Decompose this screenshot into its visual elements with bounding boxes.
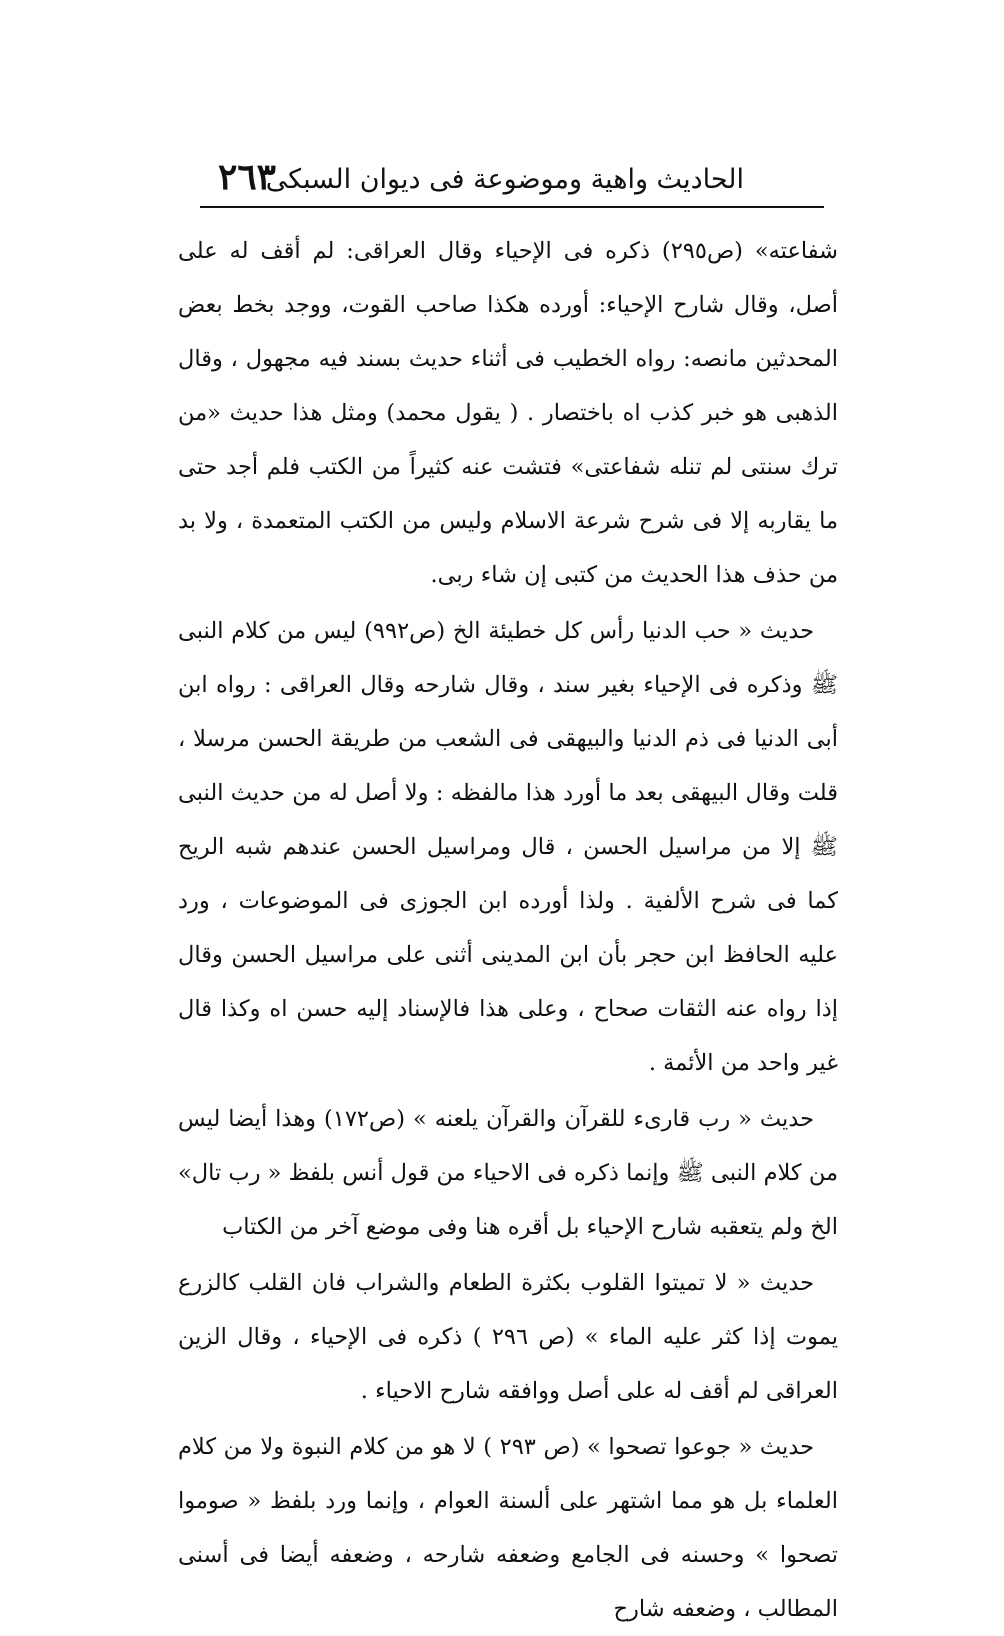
page-number: ٢٦٣ xyxy=(218,156,277,198)
paragraph: حديث « لا تميتوا القلوب بكثرة الطعام والشراب فان القلب كالزرع يموت إذا كثر عليه الماء » (ص ٢٩٦ ) ذكره فى الإحياء ، وقال الزين العراقى لم أقف له على أصل ووافقه شارح الاحياء . xyxy=(178,1270,838,1404)
body-text xyxy=(178,224,838,1636)
paragraph: حديث « جوعوا تصحوا » (ص ٢٩٣ ) لا هو من كلام النبوة ولا من كلام العلماء بل هو مما اشتهر على ألسنة العوام ، وإنما ورد بلفظ « صوموا تصحوا » وحسنه فى الجامع وضعفه شارحه ، وضعفه أيضا فى أسنى المطالب ، وضعفه شارح xyxy=(178,1434,838,1622)
header-rule xyxy=(200,206,824,208)
paragraph: شفاعته» (ص٢٩٥) ذكره فى الإحياء وقال العراقى: لم أقف له على أصل، وقال شارح الإحياء: أورده هكذا صاحب القوت، ووجد بخط بعض المحدثين مانصه: رواه الخطيب فى أثناء حديث بسند فيه مجهول ، وقال الذهبى هو خبر كذب اه باختصار . ( يقول محمد) ومثل هذا حديث «من ترك سنتى لم تنله شفاعتى» فتشت عنه كثيراً من الكتب فلم أجد حتى ما يقاربه إلا فى شرح شرعة الاسلام وليس من الكتب المتعمدة ، ولا بد من حذف هذا الحديث من كتبى إن شاء ربى. xyxy=(178,238,838,588)
paragraph: حديث « رب قارىء للقرآن والقرآن يلعنه » (ص١٧٢) وهذا أيضا ليس من كلام النبى ﷺ وإنما ذكره فى الاحياء من قول أنس بلفظ « رب تال» الخ ولم يتعقبه شارح الإحياء بل أقره هنا وفى موضع آخر من الكتاب xyxy=(178,1106,838,1240)
page-header xyxy=(200,158,840,202)
running-title: الحاديث واهية وموضوعة فى ديوان السبكى xyxy=(265,164,744,195)
paragraph: حديث « حب الدنيا رأس كل خطيئة الخ (ص٩٩٢) ليس من كلام النبى ﷺ وذكره فى الإحياء بغير سند ، وقال شارحه وقال العراقى : رواه ابن أبى الدنيا فى ذم الدنيا والبيهقى فى الشعب من طريقة الحسن مرسلا ، قلت وقال البيهقى بعد ما أورد هذا مالفظه : ولا أصل له من حديث النبى ﷺ إلا من مراسيل الحسن ، قال ومراسيل الحسن عندهم شبه الريح كما فى شرح الألفية . ولذا أورده ابن الجوزى فى الموضوعات ، ورد عليه الحافظ ابن حجر بأن ابن المدينى أثنى على مراسيل الحسن وقال إذا رواه عنه الثقات صحاح ، وعلى هذا فالإسناد إليه حسن اه وكذا قال غير واحد من الأئمة . xyxy=(178,618,838,1076)
